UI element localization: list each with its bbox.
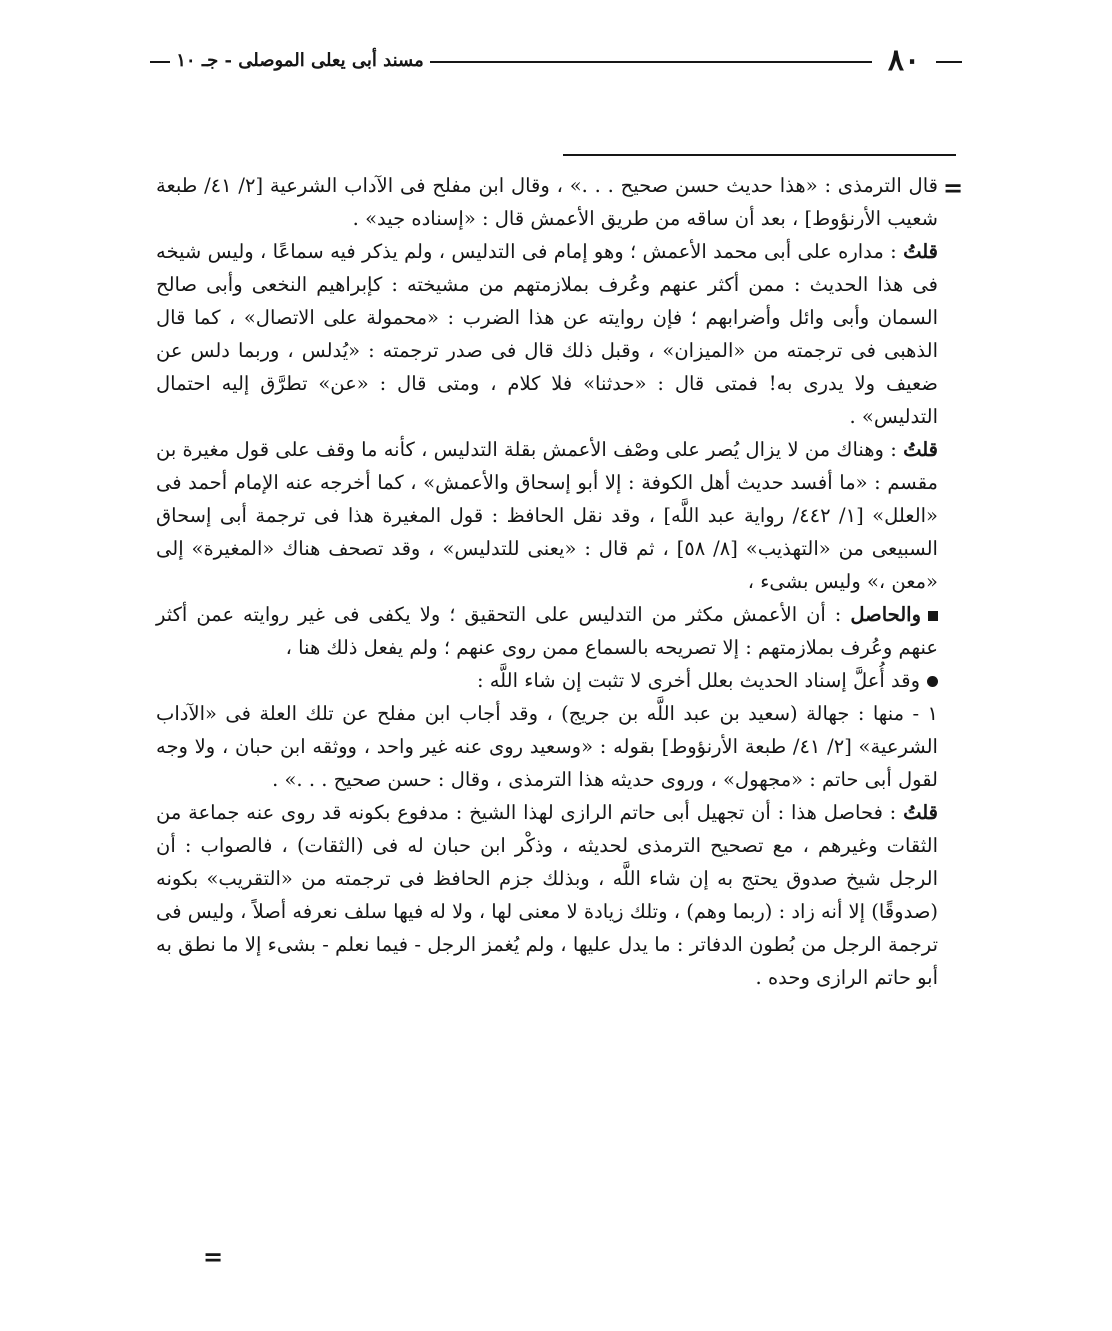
header-rule-middle <box>430 61 872 63</box>
qultu-lead: قلتُ <box>903 240 938 263</box>
continuation-mark-end: = <box>203 1242 224 1271</box>
footnote-body <box>156 169 938 994</box>
round-bullet-icon <box>927 676 938 687</box>
square-bullet-icon <box>928 611 938 621</box>
paragraph-text: : فحاصل هذا : أن تجهيل أبى حاتم الرازى لهذا الشيخ : مدفوع بكونه قد روى عنه جماعة من الثقات وغيرهم ، مع تصحيح الترمذى لحديثه ، وذكْر ابن حبان له فى (الثقات) ، فالصواب : أن الرجل شيخ صدوق يحتج به إن شاء اللَّه ، وبذلك جزم الحافظ فى ترجمته من «التقريب» بكونه (صدوقًا) إلا أنه زاد : (ربما وهم) ، وتلك زيادة لا معنى لها ، ولا له فيها سلف نعرفه أصلاً ، وليس فى ترجمة الرجل من بُطون الدفاتر : ما يدل عليها ، ولم يُغمز الرجل - فيما نعلم - بشىء إلا ما نطق به أبو حاتم الرازى وحده . <box>156 801 938 989</box>
continuation-mark-start: = <box>943 173 964 202</box>
paragraph-conclusion <box>156 598 938 664</box>
paragraph-text: : أن الأعمش مكثر من التدليس على التحقيق ؛ ولا يكفى فى غير روايته عمن أكثر عنهم وعُرف بملازمتهم : إلا تصريحه بالسماع ممن روى عنهم ؛ ولم يفعل ذلك هنا ، <box>156 603 938 659</box>
paragraph-text: : مداره على أبى محمد الأعمش ؛ وهو إمام فى التدليس ، ولم يذكر فيه سماعًا ، وليس شيخه فى هذا الحديث : ممن أكثر عنهم وعُرف بملازمتهم من مشيخته : كإبراهيم النخعى وأبى صالح السمان وأبى وائل وأضرابهم ؛ فإن روايته عن هذا الضرب : «محمولة على الاتصال» ، كما قال الذهبى فى ترجمته من «الميزان» ، وقبل ذلك قال فى صدر ترجمته : «يُدلس ، وربما دلس عن ضعيف ولا يدرى به! فمتى قال : «حدثنا» فلا كلام ، ومتى قال : «عن» تطرَّق إليه احتمال التدليس» . <box>156 240 938 428</box>
qultu-lead: قلتُ <box>903 801 939 824</box>
paragraph-qultu-1 <box>156 235 938 433</box>
paragraph-tirmidhi: قال الترمذى : «هذا حديث حسن صحيح . . .» ، وقال ابن مفلح فى الآداب الشرعية [٢/ ٤١/ طبعة شعيب الأرنؤوط] ، بعد أن ساقه من طريق الأعمش قال : «إسناده جيد» . <box>156 174 938 230</box>
header-rule-right <box>936 61 962 63</box>
page-number: ٨٠ <box>887 43 921 78</box>
paragraph-text: : وهناك من لا يزال يُصر على وصْف الأعمش بقلة التدليس ، كأنه ما وقف على قول مغيرة بن مقسم : «ما أفسد حديث أهل الكوفة : إلا أبو إسحاق والأعمش» ، كما أخرجه عنه الإمام أحمد فى «العلل» [١/ ٤٤٢/ رواية عبد اللَّه] ، وقد نقل الحافظ : قول المغيرة هذا فى ترجمة أبى إسحاق السبيعى من «التهذيب» [٨/ ٥٨] ، ثم قال : «يعنى للتدليس» ، وقد تصحف هناك «المغيرة» إلى «معن ،» وليس بشىء ، <box>156 438 938 593</box>
book-title: مسند أبى يعلى الموصلى - جـ ١٠ <box>176 50 424 71</box>
paragraph-other-defects <box>156 664 938 697</box>
footnote-separator <box>563 154 956 156</box>
qultu-lead: قلتُ <box>903 438 938 461</box>
paragraph-qultu-3 <box>156 796 938 994</box>
paragraph-qultu-2 <box>156 433 938 598</box>
paragraph-defect-1: ١ - منها : جهالة (سعيد بن عبد اللَّه بن جريج) ، وقد أجاب ابن مفلح عن تلك العلة فى «الآداب الشرعية» [٢/ ٤١/ طبعة الأرنؤوط] بقوله : «وسعيد روى عنه غير واحد ، ووثقه ابن حبان ، ولا وجه لقول أبى حاتم : «مجهول» ، وروى حديثه هذا الترمذى ، وقال : حسن صحيح . . .» . <box>156 702 938 791</box>
running-header <box>150 40 962 80</box>
conclusion-lead: والحاصل <box>850 603 922 626</box>
header-rule-left <box>150 61 170 63</box>
paragraph-text: وقد أُعلَّ إسناد الحديث بعلل أخرى لا تثبت إن شاء اللَّه : <box>476 669 920 692</box>
